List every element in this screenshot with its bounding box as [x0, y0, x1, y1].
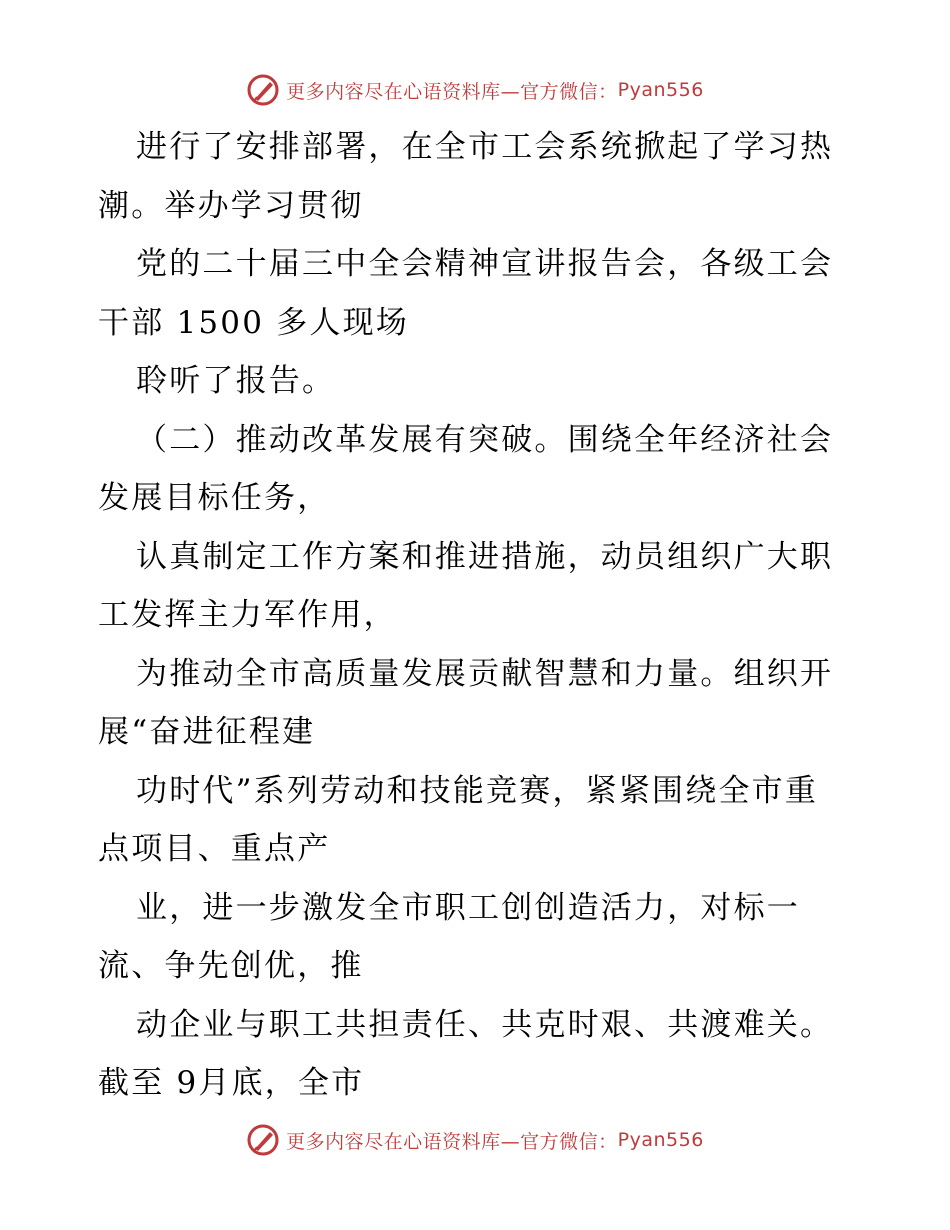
text-line: 展“奋进征程建 [98, 714, 316, 750]
text-line: （二）推动改革发展有突破。围绕全年经济社会 [136, 421, 834, 458]
text-line: 动企业与职工共担责任、共克时艰、共渡难关。 [136, 1006, 834, 1043]
document-body [98, 118, 858, 1113]
header-watermark [0, 70, 950, 110]
text-line: 截至 9月底，全市 [98, 1065, 365, 1101]
text-line: 认真制定工作方案和推进措施，动员组织广大职 [136, 538, 834, 575]
text-line: 聆听了报告。 [136, 363, 336, 399]
quill-logo-icon [246, 73, 280, 107]
text-line: 功时代”系列劳动和技能竞赛，紧紧围绕全市重 [136, 772, 819, 809]
text-line: 业，进一步激发全市职工创创造活力，对标一 [136, 889, 800, 926]
text-line: 潮。举办学习贯彻 [98, 187, 364, 224]
text-line: 党的二十届三中全会精神宣讲报告会，各级工会 [136, 246, 834, 282]
watermark-text: 更多内容尽在心语资料库—官方微信： [286, 1130, 618, 1153]
text-line: 进行了安排部署，在全市工会系统掀起了学习热 [136, 129, 834, 165]
text-line: 为推动全市高质量发展贡献智慧和力量。组织开 [136, 655, 834, 692]
watermark-text: 更多内容尽在心语资料库—官方微信： [286, 80, 618, 103]
text-line: 点项目、重点产 [98, 831, 331, 867]
watermark-handle: Pyan556 [617, 1129, 704, 1151]
text-line: 工发挥主力军作用， [98, 597, 397, 633]
text-line: 流、争先创优，推 [98, 948, 364, 984]
quill-logo-icon [246, 1123, 280, 1157]
text-line: 发展目标任务， [98, 480, 331, 516]
watermark-handle: Pyan556 [617, 79, 704, 101]
text-line: 干部 1500 多人现场 [98, 304, 409, 341]
footer-watermark [0, 1120, 950, 1160]
